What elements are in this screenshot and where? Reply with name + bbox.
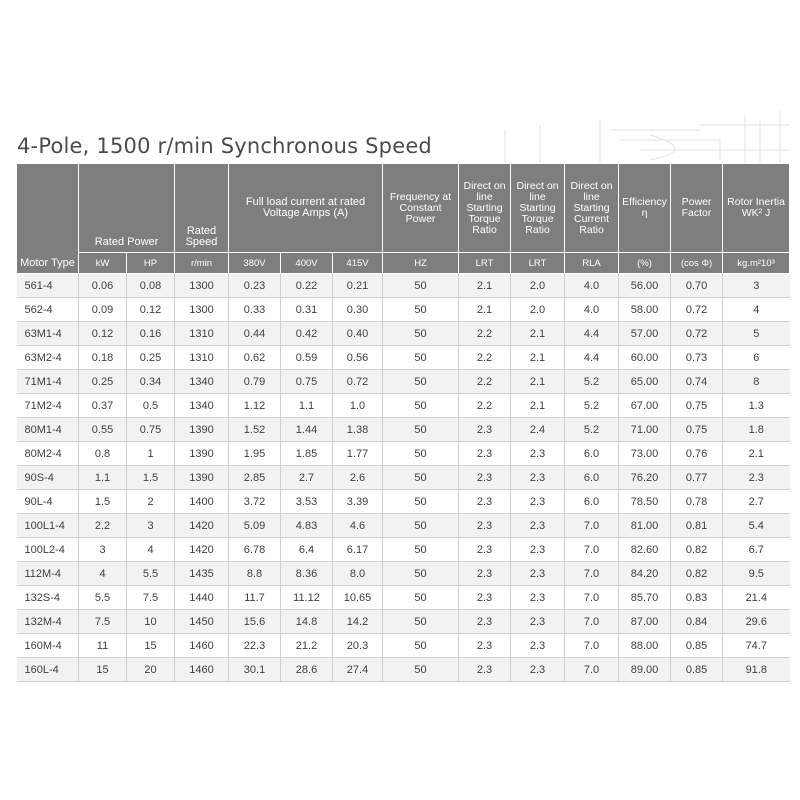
table-cell: 15 xyxy=(79,658,127,682)
table-cell: 5.5 xyxy=(79,586,127,610)
table-row xyxy=(17,346,790,370)
table-cell: 0.75 xyxy=(671,394,723,418)
table-cell: 85.70 xyxy=(619,586,671,610)
table-cell: 2.0 xyxy=(511,274,565,298)
table-cell: 2.3 xyxy=(459,658,511,682)
table-cell: 1.52 xyxy=(229,418,281,442)
table-cell: 67.00 xyxy=(619,394,671,418)
table-cell: 3.39 xyxy=(333,490,383,514)
table-cell: 2.1 xyxy=(459,298,511,322)
table-cell: 5.4 xyxy=(723,514,790,538)
table-cell: 9.5 xyxy=(723,562,790,586)
table-cell: 50 xyxy=(383,322,459,346)
table-cell: 2.3 xyxy=(511,658,565,682)
table-cell: 2.1 xyxy=(459,274,511,298)
table-cell: 5.5 xyxy=(127,562,175,586)
table-cell: 0.85 xyxy=(671,634,723,658)
unit-cell: LRT xyxy=(459,253,511,274)
motor-type-cell: 562-4 xyxy=(17,298,79,322)
table-cell: 5.2 xyxy=(565,370,619,394)
table-cell: 1.44 xyxy=(281,418,333,442)
table-cell: 91.8 xyxy=(723,658,790,682)
table-cell: 0.75 xyxy=(281,370,333,394)
table-cell: 1340 xyxy=(175,370,229,394)
header-power-factor: Power Factor xyxy=(671,164,723,253)
table-cell: 50 xyxy=(383,490,459,514)
table-cell: 2.4 xyxy=(511,418,565,442)
table-row xyxy=(17,370,790,394)
unit-cell: HP xyxy=(127,253,175,274)
table-cell: 76.20 xyxy=(619,466,671,490)
table-cell: 4.0 xyxy=(565,298,619,322)
table-cell: 3 xyxy=(723,274,790,298)
table-cell: 50 xyxy=(383,346,459,370)
table-cell: 0.77 xyxy=(671,466,723,490)
table-cell: 0.34 xyxy=(127,370,175,394)
table-cell: 20.3 xyxy=(333,634,383,658)
table-cell: 0.59 xyxy=(281,346,333,370)
table-cell: 0.85 xyxy=(671,658,723,682)
table-cell: 11 xyxy=(79,634,127,658)
table-cell: 1.5 xyxy=(127,466,175,490)
table-cell: 2.3 xyxy=(511,634,565,658)
table-cell: 0.23 xyxy=(229,274,281,298)
table-cell: 6.7 xyxy=(723,538,790,562)
table-cell: 2.2 xyxy=(79,514,127,538)
table-cell: 2.2 xyxy=(459,322,511,346)
table-cell: 0.79 xyxy=(229,370,281,394)
table-cell: 2.2 xyxy=(459,346,511,370)
table-cell: 1.12 xyxy=(229,394,281,418)
table-cell: 81.00 xyxy=(619,514,671,538)
table-cell: 0.5 xyxy=(127,394,175,418)
table-cell: 4.6 xyxy=(333,514,383,538)
table-cell: 1340 xyxy=(175,394,229,418)
table-cell: 3.53 xyxy=(281,490,333,514)
motor-spec-table xyxy=(16,163,790,682)
table-cell: 0.83 xyxy=(671,586,723,610)
table-cell: 4.4 xyxy=(565,322,619,346)
table-cell: 8.36 xyxy=(281,562,333,586)
table-cell: 1460 xyxy=(175,634,229,658)
table-cell: 65.00 xyxy=(619,370,671,394)
table-cell: 6.4 xyxy=(281,538,333,562)
table-cell: 1.85 xyxy=(281,442,333,466)
table-cell: 5.2 xyxy=(565,418,619,442)
unit-cell: RLA xyxy=(565,253,619,274)
table-cell: 1300 xyxy=(175,274,229,298)
table-cell: 0.08 xyxy=(127,274,175,298)
table-cell: 4.83 xyxy=(281,514,333,538)
table-cell: 14.8 xyxy=(281,610,333,634)
table-cell: 1435 xyxy=(175,562,229,586)
table-cell: 15.6 xyxy=(229,610,281,634)
table-cell: 1400 xyxy=(175,490,229,514)
table-cell: 0.70 xyxy=(671,274,723,298)
table-cell: 10.65 xyxy=(333,586,383,610)
table-cell: 1 xyxy=(127,442,175,466)
table-cell: 7.0 xyxy=(565,658,619,682)
motor-type-cell: 80M1-4 xyxy=(17,418,79,442)
table-cell: 0.56 xyxy=(333,346,383,370)
table-cell: 50 xyxy=(383,298,459,322)
table-cell: 1390 xyxy=(175,466,229,490)
table-cell: 2.7 xyxy=(281,466,333,490)
table-cell: 2.1 xyxy=(723,442,790,466)
table-cell: 2.1 xyxy=(511,346,565,370)
table-cell: 14.2 xyxy=(333,610,383,634)
table-cell: 7.0 xyxy=(565,562,619,586)
table-cell: 50 xyxy=(383,442,459,466)
unit-cell: 400V xyxy=(281,253,333,274)
table-cell: 1420 xyxy=(175,514,229,538)
table-cell: 28.6 xyxy=(281,658,333,682)
table-cell: 0.75 xyxy=(671,418,723,442)
table-cell: 0.42 xyxy=(281,322,333,346)
header-dol-torque-1: Direct on line Starting Torque Ratio xyxy=(459,164,511,253)
table-cell: 7.5 xyxy=(79,610,127,634)
table-cell: 21.2 xyxy=(281,634,333,658)
table-cell: 88.00 xyxy=(619,634,671,658)
table-cell: 4 xyxy=(127,538,175,562)
unit-cell: LRT xyxy=(511,253,565,274)
table-cell: 56.00 xyxy=(619,274,671,298)
table-cell: 22.3 xyxy=(229,634,281,658)
table-cell: 2.3 xyxy=(459,490,511,514)
table-cell: 78.50 xyxy=(619,490,671,514)
motor-type-cell: 90S-4 xyxy=(17,466,79,490)
table-cell: 1390 xyxy=(175,418,229,442)
table-cell: 20 xyxy=(127,658,175,682)
table-cell: 0.44 xyxy=(229,322,281,346)
unit-cell: HZ xyxy=(383,253,459,274)
table-cell: 2.2 xyxy=(459,394,511,418)
table-cell: 50 xyxy=(383,514,459,538)
table-row xyxy=(17,298,790,322)
table-cell: 6.0 xyxy=(565,466,619,490)
page-title: 4-Pole, 1500 r/min Synchronous Speed xyxy=(17,134,432,158)
table-cell: 6 xyxy=(723,346,790,370)
table-cell: 1.3 xyxy=(723,394,790,418)
motor-type-cell: 132S-4 xyxy=(17,586,79,610)
table-cell: 11.7 xyxy=(229,586,281,610)
header-efficiency: Efficiency η xyxy=(619,164,671,253)
unit-cell: r/min xyxy=(175,253,229,274)
table-cell: 1300 xyxy=(175,298,229,322)
table-cell: 2.3 xyxy=(511,514,565,538)
table-cell: 2.3 xyxy=(459,538,511,562)
table-cell: 0.37 xyxy=(79,394,127,418)
table-cell: 1460 xyxy=(175,658,229,682)
table-row xyxy=(17,274,790,298)
table-cell: 2.3 xyxy=(511,490,565,514)
table-cell: 1310 xyxy=(175,346,229,370)
table-cell: 57.00 xyxy=(619,322,671,346)
header-dol-current: Direct on line Starting Current Ratio xyxy=(565,164,619,253)
header-row xyxy=(17,164,790,253)
unit-cell: (%) xyxy=(619,253,671,274)
table-cell: 0.8 xyxy=(79,442,127,466)
table-cell: 0.21 xyxy=(333,274,383,298)
table-cell: 50 xyxy=(383,610,459,634)
table-row xyxy=(17,634,790,658)
table-cell: 1.0 xyxy=(333,394,383,418)
table-cell: 2.3 xyxy=(459,586,511,610)
motor-type-cell: 160L-4 xyxy=(17,658,79,682)
table-cell: 0.09 xyxy=(79,298,127,322)
table-row xyxy=(17,394,790,418)
header-rated-power: Rated Power xyxy=(79,164,175,253)
table-cell: 8.0 xyxy=(333,562,383,586)
table-cell: 2.3 xyxy=(723,466,790,490)
table-cell: 50 xyxy=(383,370,459,394)
table-cell: 2.3 xyxy=(459,610,511,634)
table-cell: 50 xyxy=(383,418,459,442)
unit-cell: kg.m²10³ xyxy=(723,253,790,274)
table-cell: 0.62 xyxy=(229,346,281,370)
table-cell: 7.0 xyxy=(565,610,619,634)
table-cell: 0.18 xyxy=(79,346,127,370)
table-cell: 50 xyxy=(383,394,459,418)
table-cell: 10 xyxy=(127,610,175,634)
table-cell: 30.1 xyxy=(229,658,281,682)
header-rated-speed: Rated Speed xyxy=(175,164,229,253)
table-cell: 0.22 xyxy=(281,274,333,298)
table-cell: 74.7 xyxy=(723,634,790,658)
table-cell: 2.3 xyxy=(511,610,565,634)
table-cell: 50 xyxy=(383,658,459,682)
table-cell: 0.73 xyxy=(671,346,723,370)
table-cell: 1420 xyxy=(175,538,229,562)
table-cell: 0.25 xyxy=(79,370,127,394)
table-row xyxy=(17,490,790,514)
table-cell: 82.60 xyxy=(619,538,671,562)
table-cell: 2.1 xyxy=(511,394,565,418)
unit-cell: (cos Φ) xyxy=(671,253,723,274)
table-cell: 0.06 xyxy=(79,274,127,298)
header-rotor-inertia: Rotor Inertia WK² J xyxy=(723,164,790,253)
table-cell: 0.82 xyxy=(671,538,723,562)
table-cell: 1.38 xyxy=(333,418,383,442)
table-cell: 8 xyxy=(723,370,790,394)
table-cell: 1310 xyxy=(175,322,229,346)
table-cell: 5.09 xyxy=(229,514,281,538)
table-cell: 2.6 xyxy=(333,466,383,490)
unit-cell: 415V xyxy=(333,253,383,274)
table-cell: 15 xyxy=(127,634,175,658)
table-cell: 0.31 xyxy=(281,298,333,322)
table-cell: 6.78 xyxy=(229,538,281,562)
table-row xyxy=(17,658,790,682)
table-cell: 0.55 xyxy=(79,418,127,442)
table-cell: 2.3 xyxy=(459,418,511,442)
motor-type-cell: 100L2-4 xyxy=(17,538,79,562)
motor-type-cell: 132M-4 xyxy=(17,610,79,634)
table-cell: 1.8 xyxy=(723,418,790,442)
table-row xyxy=(17,322,790,346)
table-cell: 0.82 xyxy=(671,562,723,586)
table-cell: 2 xyxy=(127,490,175,514)
table-cell: 4.0 xyxy=(565,274,619,298)
table-cell: 0.78 xyxy=(671,490,723,514)
table-row xyxy=(17,538,790,562)
table-cell: 0.76 xyxy=(671,442,723,466)
table-cell: 2.3 xyxy=(511,538,565,562)
table-cell: 3 xyxy=(79,538,127,562)
motor-type-cell: 561-4 xyxy=(17,274,79,298)
table-cell: 2.3 xyxy=(459,466,511,490)
table-row xyxy=(17,514,790,538)
table-cell: 7.0 xyxy=(565,586,619,610)
table-cell: 0.12 xyxy=(79,322,127,346)
table-cell: 1.95 xyxy=(229,442,281,466)
table-cell: 6.0 xyxy=(565,442,619,466)
table-cell: 4 xyxy=(723,298,790,322)
unit-row xyxy=(17,253,790,274)
table-cell: 0.12 xyxy=(127,298,175,322)
table-cell: 2.1 xyxy=(511,370,565,394)
table-cell: 0.81 xyxy=(671,514,723,538)
table-cell: 8.8 xyxy=(229,562,281,586)
motor-type-cell: 160M-4 xyxy=(17,634,79,658)
header-frequency: Frequency at Constant Power xyxy=(383,164,459,253)
table-cell: 50 xyxy=(383,538,459,562)
table-cell: 50 xyxy=(383,586,459,610)
table-cell: 71.00 xyxy=(619,418,671,442)
table-cell: 0.25 xyxy=(127,346,175,370)
table-body xyxy=(17,274,790,682)
table-cell: 1390 xyxy=(175,442,229,466)
table-cell: 2.3 xyxy=(511,466,565,490)
table-cell: 2.3 xyxy=(459,634,511,658)
motor-type-cell: 100L1-4 xyxy=(17,514,79,538)
table-cell: 2.3 xyxy=(459,562,511,586)
table-cell: 0.16 xyxy=(127,322,175,346)
table-cell: 1.5 xyxy=(79,490,127,514)
table-cell: 2.3 xyxy=(511,562,565,586)
table-cell: 29.6 xyxy=(723,610,790,634)
table-cell: 3 xyxy=(127,514,175,538)
table-cell: 0.72 xyxy=(671,322,723,346)
header-motor-type: Motor Type xyxy=(17,164,79,274)
table-cell: 50 xyxy=(383,466,459,490)
table-row xyxy=(17,466,790,490)
table-row xyxy=(17,610,790,634)
table-cell: 2.7 xyxy=(723,490,790,514)
table-cell: 2.2 xyxy=(459,370,511,394)
table-cell: 1.1 xyxy=(281,394,333,418)
table-cell: 2.0 xyxy=(511,298,565,322)
table-cell: 50 xyxy=(383,634,459,658)
table-cell: 0.75 xyxy=(127,418,175,442)
table-cell: 7.0 xyxy=(565,634,619,658)
table-cell: 21.4 xyxy=(723,586,790,610)
table-row xyxy=(17,586,790,610)
table-cell: 5 xyxy=(723,322,790,346)
table-cell: 60.00 xyxy=(619,346,671,370)
unit-cell: kW xyxy=(79,253,127,274)
table-cell: 4 xyxy=(79,562,127,586)
motor-type-cell: 63M2-4 xyxy=(17,346,79,370)
table-cell: 11.12 xyxy=(281,586,333,610)
table-cell: 6.17 xyxy=(333,538,383,562)
header-dol-torque-2: Direct on line Starting Torque Ratio xyxy=(511,164,565,253)
table-cell: 89.00 xyxy=(619,658,671,682)
table-cell: 84.20 xyxy=(619,562,671,586)
table-cell: 7.0 xyxy=(565,538,619,562)
table-cell: 73.00 xyxy=(619,442,671,466)
table-cell: 1440 xyxy=(175,586,229,610)
table-cell: 0.72 xyxy=(671,298,723,322)
motor-type-cell: 63M1-4 xyxy=(17,322,79,346)
table-cell: 0.74 xyxy=(671,370,723,394)
table-cell: 4.4 xyxy=(565,346,619,370)
table-cell: 50 xyxy=(383,274,459,298)
table-cell: 87.00 xyxy=(619,610,671,634)
table-cell: 2.3 xyxy=(511,586,565,610)
table-cell: 1450 xyxy=(175,610,229,634)
motor-type-cell: 112M-4 xyxy=(17,562,79,586)
table-cell: 2.3 xyxy=(459,442,511,466)
table-cell: 0.40 xyxy=(333,322,383,346)
table-cell: 5.2 xyxy=(565,394,619,418)
table-cell: 7.0 xyxy=(565,514,619,538)
table-cell: 27.4 xyxy=(333,658,383,682)
table-row xyxy=(17,442,790,466)
table-cell: 3.72 xyxy=(229,490,281,514)
motor-type-cell: 71M2-4 xyxy=(17,394,79,418)
table-row xyxy=(17,562,790,586)
table-cell: 50 xyxy=(383,562,459,586)
unit-cell: 380V xyxy=(229,253,281,274)
table-row xyxy=(17,418,790,442)
table-cell: 0.30 xyxy=(333,298,383,322)
table-cell: 6.0 xyxy=(565,490,619,514)
motor-type-cell: 80M2-4 xyxy=(17,442,79,466)
table-cell: 2.3 xyxy=(511,442,565,466)
table-cell: 0.84 xyxy=(671,610,723,634)
header-full-load-current: Full load current at rated Voltage Amps (A) xyxy=(229,164,383,253)
motor-type-cell: 71M1-4 xyxy=(17,370,79,394)
table-cell: 1.77 xyxy=(333,442,383,466)
table-cell: 2.85 xyxy=(229,466,281,490)
table-cell: 2.3 xyxy=(459,514,511,538)
motor-type-cell: 90L-4 xyxy=(17,490,79,514)
table-cell: 2.1 xyxy=(511,322,565,346)
table-cell: 1.1 xyxy=(79,466,127,490)
table-cell: 7.5 xyxy=(127,586,175,610)
table-cell: 58.00 xyxy=(619,298,671,322)
table-cell: 0.33 xyxy=(229,298,281,322)
table-cell: 0.72 xyxy=(333,370,383,394)
